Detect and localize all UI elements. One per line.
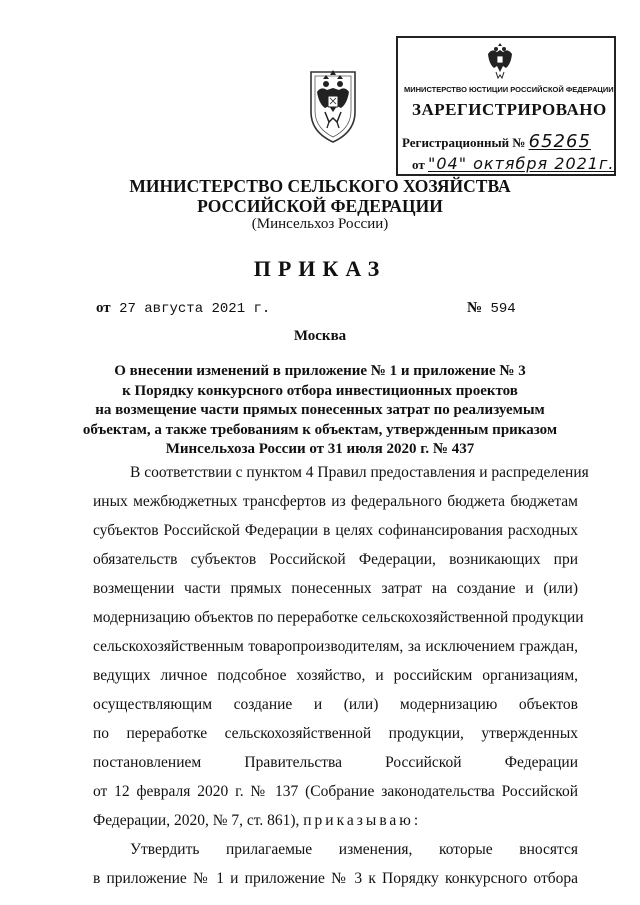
order-word: приказываю: [303,812,422,829]
order-date [96,300,270,317]
body-line: от 12 февраля 2020 г. № 137 (Собрание законодательства Российской [93,783,578,800]
body-line: субъектов Российской Федерации в целях софинансирования расходных [93,522,578,539]
stamp-date-line [412,154,614,173]
ministry-name-line2: РОССИЙСКОЙ ФЕДЕРАЦИИ [197,196,443,216]
body-line: по переработке сельскохозяйственной продукции, утвержденных [93,725,578,742]
stamp-date: "04" октября 2021г. [427,154,615,173]
body-line: ведущих личное подсобное хозяйство, и российским организациям, [93,667,578,684]
subject-line: Минсельхоза России от 31 июля 2020 г. № 437 [165,441,475,458]
body-line: Федерации, 2020, № 7, ст. 861), [93,812,300,829]
body-line: В соответствии с пунктом 4 Правил предоставления и распределения [130,464,589,481]
subject-line: на возмещение части прямых понесенных затрат по реализуемым [95,402,545,419]
order-date-value: 27 августа 2021 г. [119,301,271,317]
approve-line: Утвердить прилагаемые изменения, которые вносятся [130,841,578,858]
stamp-date-prefix: от [412,157,425,172]
subject-line: к Порядку конкурсного отбора инвестиционных проектов [122,382,518,399]
order-body [93,458,589,893]
order-title: ПРИКАЗ [253,256,387,281]
stamp-ministry-name: МИНИСТЕРСТВО ЮСТИЦИИ РОССИЙСКОЙ ФЕДЕРАЦИИ [404,85,614,94]
order-number [467,300,516,317]
coat-of-arms-emblem [303,62,363,144]
body-line: иных межбюджетных трансфертов из федерального бюджета бюджетам [93,493,578,510]
order-subject [70,362,570,460]
body-line: возмещении части прямых понесенных затрат на создание и (или) [93,580,578,597]
order-number-value: 594 [490,301,516,317]
order-date-prefix: от [96,300,111,316]
body-line: сельскохозяйственным товаропроизводителям, за исключением граждан, [93,638,578,655]
order-city: Москва [293,328,347,344]
body-line: обязательств субъектов Российской Федерации, возникающих при [93,551,578,568]
stamp-registered-label: ЗАРЕГИСТРИРОВАНО [412,100,607,119]
ministry-name-line1: МИНИСТЕРСТВО СЕЛЬСКОГО ХОЗЯЙСТВА [129,176,511,196]
body-line: модернизацию объектов по переработке сельскохозяйственной продукции [93,609,584,626]
stamp-emblem-icon [482,42,518,82]
subject-line: объектам, а также требованиям к объектам, утвержденным приказом [82,421,558,438]
ministry-short-name: (Минсельхоз России) [251,216,389,232]
stamp-reg-number-label: Регистрационный № [402,135,526,150]
body-line-final [93,806,578,835]
registration-stamp [396,36,616,176]
stamp-reg-number-line [402,131,591,152]
body-line: осуществляющим создание и (или) модернизацию объектов [93,696,578,713]
approve-line: в приложение № 1 и приложение № 3 к Порядку конкурсного отбора [93,870,578,887]
order-number-sign: № [467,300,483,316]
subject-line: О внесении изменений в приложение № 1 и приложение № 3 [114,363,526,379]
body-line: постановлением Правительства Российской Федерации [93,754,578,771]
stamp-reg-number: 65265 [528,131,591,152]
